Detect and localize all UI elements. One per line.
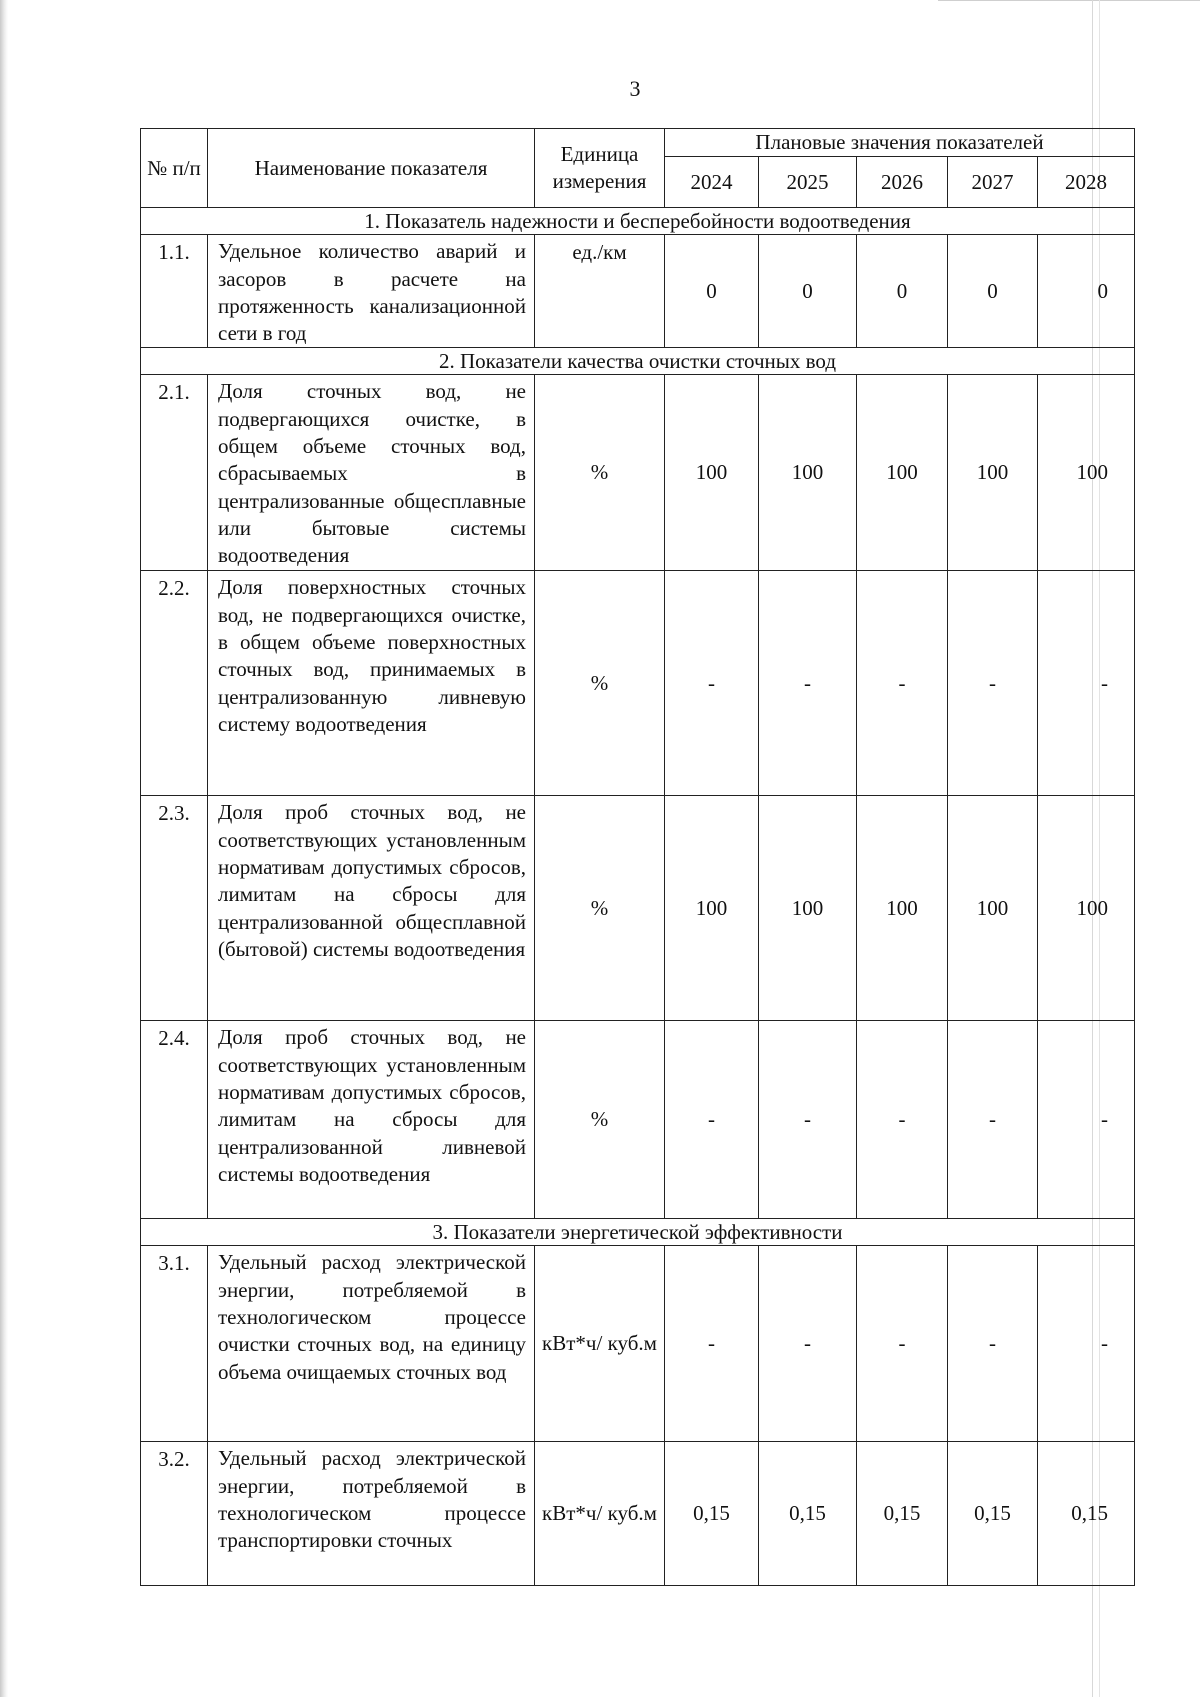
value-cell: 100: [857, 375, 948, 571]
value-cell: 0,15: [1038, 1442, 1135, 1586]
value-cell: 100: [948, 796, 1038, 1021]
header-year: 2028: [1038, 157, 1135, 208]
table-row: [141, 1442, 1135, 1586]
section-header-row: [141, 208, 1135, 235]
table-row: [141, 796, 1135, 1021]
indicator-name: Удельный расход электрической энергии, потребляемой в технологическом процессе транспортировки сточных: [208, 1442, 535, 1586]
value-cell: 0,15: [665, 1442, 759, 1586]
header-year: 2025: [759, 157, 857, 208]
value-cell: -: [759, 571, 857, 796]
section-title: 2. Показатели качества очистки сточных вод: [141, 348, 1135, 375]
value-cell: -: [857, 1246, 948, 1442]
section-title: 1. Показатель надежности и бесперебойности водоотведения: [141, 208, 1135, 235]
value-cell: -: [948, 1021, 1038, 1219]
header-unit: Единица измерения: [535, 129, 665, 208]
indicator-name: Доля проб сточных вод, не соответствующих установленным нормативам допустимых сбросов, лимитам на сбросы для централизованной ливневой системы водоотведения: [208, 1021, 535, 1219]
unit: кВт*ч/ куб.м: [535, 1246, 665, 1442]
header-num: № п/п: [141, 129, 208, 208]
section-header-row: [141, 1219, 1135, 1246]
value-cell: 0: [857, 235, 948, 348]
row-number: 2.2.: [141, 571, 208, 796]
value-cell: -: [665, 571, 759, 796]
value-cell: -: [948, 1246, 1038, 1442]
value-cell: -: [948, 571, 1038, 796]
value-cell: 0: [1038, 235, 1135, 348]
header-name: Наименование показателя: [208, 129, 535, 208]
unit: кВт*ч/ куб.м: [535, 1442, 665, 1586]
value-cell: 100: [1038, 375, 1135, 571]
indicator-name: Доля сточных вод, не подвергающихся очистке, в общем объеме сточных вод, сбрасываемых в централизованные общесплавные или бытовые системы водоотведения: [208, 375, 535, 571]
row-number: 2.4.: [141, 1021, 208, 1219]
value-cell: -: [1038, 1021, 1135, 1219]
value-cell: 100: [759, 796, 857, 1021]
row-number: 3.1.: [141, 1246, 208, 1442]
header-year: 2027: [948, 157, 1038, 208]
value-cell: -: [665, 1246, 759, 1442]
value-cell: -: [759, 1021, 857, 1219]
indicator-name: Удельный расход электрической энергии, потребляемой в технологическом процессе очистки сточных вод, на единицу объема очищаемых сточных вод: [208, 1246, 535, 1442]
section-title: 3. Показатели энергетической эффективности: [141, 1219, 1135, 1246]
value-cell: -: [665, 1021, 759, 1219]
indicator-name: Доля проб сточных вод, не соответствующих установленным нормативам допустимых сбросов, лимитам на сбросы для централизованной общесплавной (бытовой) системы водоотведения: [208, 796, 535, 1021]
section-header-row: [141, 348, 1135, 375]
value-cell: 0,15: [948, 1442, 1038, 1586]
row-number: 2.1.: [141, 375, 208, 571]
indicator-name: Доля поверхностных сточных вод, не подвергающихся очистке, в общем объеме поверхностных сточных вод, принимаемых в централизованную ливневую систему водоотведения: [208, 571, 535, 796]
value-cell: 0,15: [759, 1442, 857, 1586]
unit: %: [535, 1021, 665, 1219]
scan-edge: [0, 0, 8, 1697]
value-cell: -: [1038, 571, 1135, 796]
row-number: 3.2.: [141, 1442, 208, 1586]
value-cell: 0: [759, 235, 857, 348]
unit: %: [535, 375, 665, 571]
table-row: [141, 1021, 1135, 1219]
value-cell: -: [857, 1021, 948, 1219]
row-number: 2.3.: [141, 796, 208, 1021]
table-row: [141, 375, 1135, 571]
value-cell: -: [857, 571, 948, 796]
value-cell: 100: [948, 375, 1038, 571]
value-cell: 100: [857, 796, 948, 1021]
scan-artifact-line: [938, 0, 1200, 1]
header-year: 2024: [665, 157, 759, 208]
table-row: [141, 571, 1135, 796]
table-row: [141, 235, 1135, 348]
value-cell: 100: [759, 375, 857, 571]
value-cell: 0: [665, 235, 759, 348]
indicator-name: Удельное количество аварий и засоров в расчете на протяженность канализационной сети в год: [208, 235, 535, 348]
value-cell: -: [1038, 1246, 1135, 1442]
value-cell: 100: [1038, 796, 1135, 1021]
unit: ед./км: [535, 235, 665, 348]
value-cell: 100: [665, 375, 759, 571]
page-number: 3: [629, 76, 641, 101]
header-plan-values: Плановые значения показателей: [665, 129, 1135, 157]
indicators-table: [140, 128, 1135, 1586]
row-number: 1.1.: [141, 235, 208, 348]
table-row: [141, 1246, 1135, 1442]
value-cell: 0,15: [857, 1442, 948, 1586]
header-year: 2026: [857, 157, 948, 208]
value-cell: 0: [948, 235, 1038, 348]
value-cell: 100: [665, 796, 759, 1021]
value-cell: -: [759, 1246, 857, 1442]
unit: %: [535, 796, 665, 1021]
unit: %: [535, 571, 665, 796]
